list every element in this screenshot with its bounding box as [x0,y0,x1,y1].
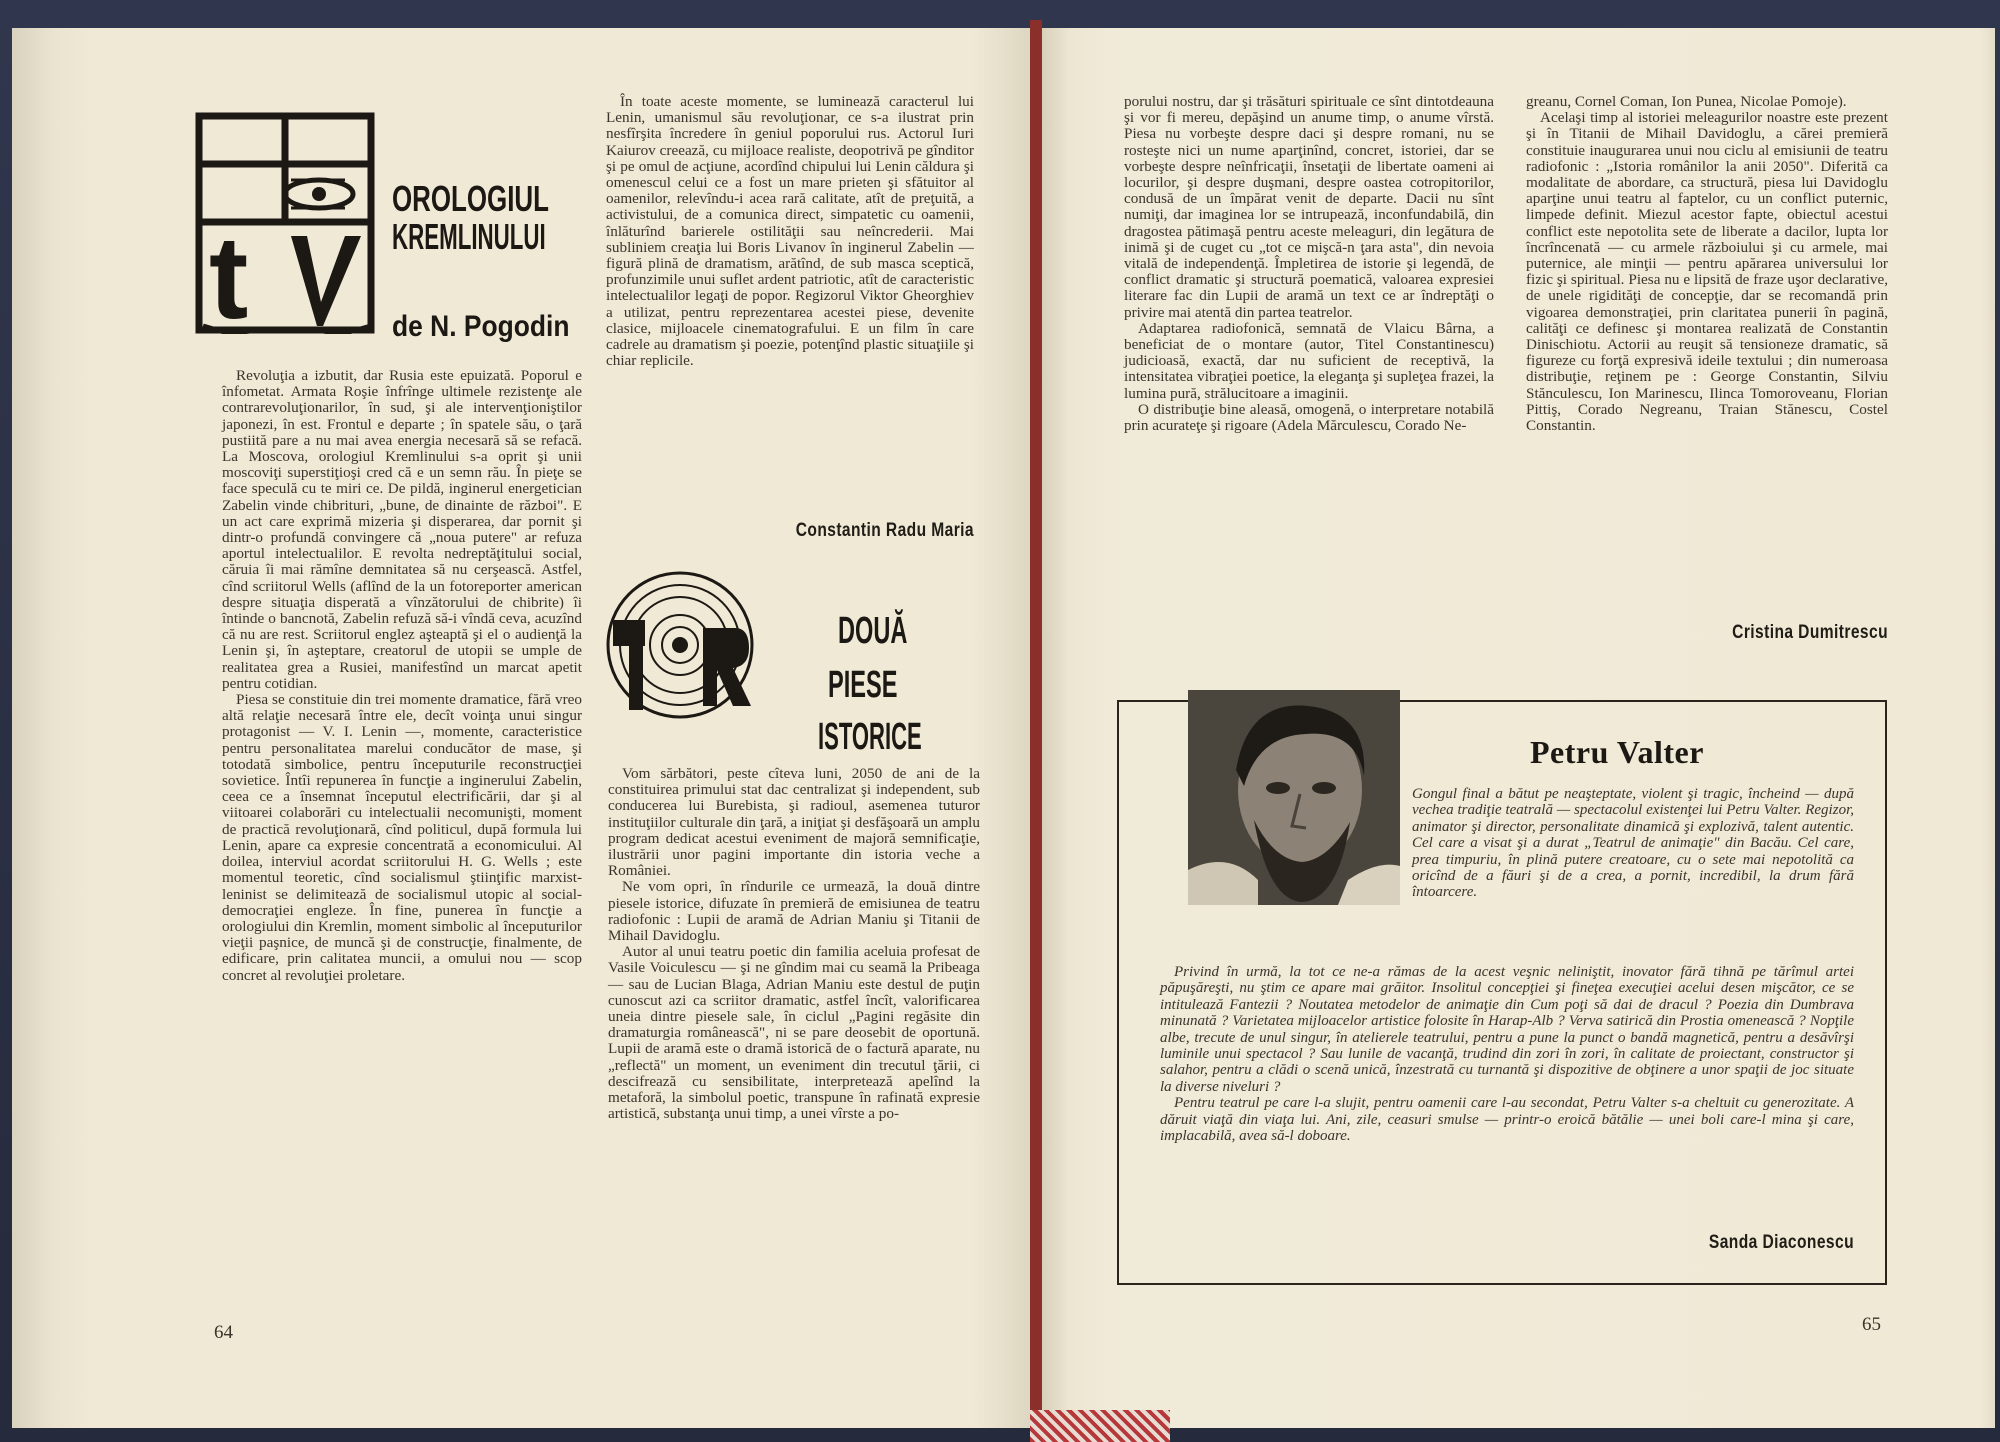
article2-paragraph: Acelaşi timp al istoriei meleagurilor noastre este prezent şi în Titanii de Mihail Davidoglu, a cărei premieră constituie inaugurarea unui nou ciclu al emisiunii de teatru radiofonic : „Istoria românilor la anii 2050". Diferită ca modalitate de abordare, ca structură, piesa lui Davidoglu aparţine unui teatru al faptelor, cu un conflict puternic, limpede definit. Miezul acestor fapte, obiectul acestui conflict este nepotolita sete de liberate a dacilor, lupta lor încrîncenată — cu armele războiului şi cu armele, mai puternice, ale minţii — pentru apărarea universului lor fizic şi spiritual. Piesa nu e lipsită de fraze uşor declarative, de unele rigidităţi de concepţie, dar se recomandă prin vigoarea demonstraţiei, prin claritatea punerii în pagină, calităţi ce definesc şi montarea realizată de Constantin Dinischiotu. Actorii au reuşit să tensioneze dramatic, să figureze cu forţă expresivă ideile textului ; din numeroasa distribuţie, reţinem pe : George Constantin, Silviu Stănculescu, Ion Marinescu, Ilinca Tomoroveanu, Florian Pittiş, Corado Negreanu, Traian Stănescu, Costel Constantin. [1526,109,1888,435]
article1-paragraph: În toate aceste momente, se luminează caracterul lui Lenin, umanismul său revoluţionar, ce s-a ilustrat prin nesfîrşita încredere în geniul poporului rus. Actorul Iuri Kaiurov creează, cu mijloace realiste, deopotrivă pe gînditor şi pe omul de acţiune, acordînd chipului lui Lenin căldura şi omenescul celui ce a fost un mare prieten şi sfătuitor al oamenilor, relevîndu-i acea rară calitate, atît de preţuită, a activistului, de a comunica direct, simpatetic cu oamenii, înlăturînd barierele ostilităţii sau neîncrederii. Mai subliniem creaţia lui Boris Livanov în inginerul Zabelin — figură plină de dramatism, arătînd, de sub masca sceptică, profunzimile unui suflet ardent patriotic, atît de caracteristic intelectualilor legaţi de popor. Regizorul Viktor Gheorghiev a utilizat, pentru reprezentarea acestei piese, devenite clasice, mijloacele cinematografului. E un film în care cadrele au dramatism şi poezie, potenţînd plastic situaţiile şi chiar replicile. [606,93,974,370]
portrait-photo [1188,690,1400,905]
article2-title-line3: ISTORICE [818,716,922,758]
bookmark-ribbon [1030,1410,1170,1442]
obituary-paragraph: Pentru teatrul pe care l-a slujit, pentru oamenii care l-au secondat, Petru Valter s-a cheltuit cu generozitate. A dăruit viaţă din viaţa lui. Ani, zile, ceasuri smulse — printr-o eroică bătălie — unei boli care-l mina şi care, implacabilă, avea să-l doboare. [1160,1095,1854,1145]
article2-byline: Cristina Dumitrescu [1732,622,1888,643]
article2-continued-column2 [1526,94,1888,434]
article2-paragraph: Vom sărbători, peste cîteva luni, 2050 de ani de la constituirea primului stat dac centralizat şi independent, sub conducerea lui Burebista, şi radioul, asemenea tuturor instituţiilor culturale din ţară, a iniţiat şi desfăşoară un amplu program dedicat acestui eveniment de majoră semnificaţie, ilustrării unor pagini importante din istoria veche a României. [608,765,980,880]
article1-subtitle: de N. Pogodin [392,310,570,343]
article2-paragraph: greanu, Cornel Coman, Ion Punea, Nicolae Pomoje). [1526,93,1847,110]
obituary-byline: Sanda Diaconescu [1708,1232,1854,1253]
article2-column [608,766,980,1122]
article2-title-line2: PIESE [828,664,898,706]
article2-paragraph: Adaptarea radiofonică, semnată de Vlaicu Bârna, a beneficiat de o montare (autor, Titel Constantinescu) judicioasă, exactă, dar nu suficient de receptivă, la intensitatea vibraţiei poetice, la eleganţa şi supleţea frazei, la lumina pură, strălucitoare a imaginii. [1124,319,1494,402]
article2-paragraph: Autor al unui teatru poetic din familia aceluia profesat de Vasile Voiculescu — şi ne gîndim mai cu seamă la Pribeagа — sau de Lucian Blaga, Adrian Maniu este destul de puţin cunoscut azi ca scriitor dramatic, astfel încît, valorificarea uneia dintre piesele sale, în ciclul „Pagini regăsite din dramaturgia românească", ni se pare deosebit de oportună. Lupii de aramă este o dramă istorică de o factură aparate, nu „reflectă" un moment, un eveniment din trecutul ţării, ci descifrează cu sensibilitate, interpretează apelînd la metaforă, la simbolul poetic, transpune în rafinată expresie artistică, substanţa unui timp, a unei vîrste a po- [608,943,980,1123]
article1-column1 [222,368,582,984]
article1-column2 [606,94,974,369]
obituary-title: Petru Valter [1530,734,1704,770]
article2-paragraph: porului nostru, dar şi trăsături spirituale ce sînt dintotdeauna şi vor fi mereu, depăşind un anume timp, o anume vîrstă. Piesa nu vorbeşte despre daci şi despre romani, nu se rosteşte nici un nume aparţinînd, concret, istoriei, dar se vorbeşte despre neînfricaţii, însetaţii de libertate oameni ai locurilor, şi despre duşmani, despre oastea cotropitorilor, condusă de un împărat venit de departe. Dacii nu sînt numiţi, dar imaginea lor se intrupează, inconfundabilă, din dragostea pătimaşă pentru aceste meleaguri, din legătura de inimă şi de cuget cu „tot ce mişcă-n ţara asta", din nevoia vitală de independenţă. Împletirea de istorie şi legendă, de conflict dramatic şi structură poematică, valoarea expresiei literare fac din Lupii de aramă un text ce ar îndreptăţi o privire mai atentă din partea teatrelor. [1124,93,1494,321]
obituary-body [1160,964,1854,1144]
obituary-paragraph: Privind în urmă, la tot ce ne-a rămas de la acest veşnic neliniştit, inovator fără tihnă pe tărîmul artei păpuşăreşti, nu ştim ce apare mai grăitor. Insolitul concepţiei şi fineţea execuţiei acelui desen mişcător, ce se intitulează Fantezii ? Noutatea metodelor de animaţie din Cum poţi să dai de dracul ? Poezia din Dumbrava minunată ? Varietatea mijloacelor artistice folosite în Harap-Alb ? Verva satirică din Prostia omenească ? Nopţile albe, trecute de unul singur, în atelierele teatrului, pentru a pune la punct o bandă magnetică, pentru a desăvîrşi luminile unui spectacol ? Sau lunile de vacanţă, trudind din zori în zori, în calitate de proiectant, constructor şi salahor, pentru a clădi o scenă unică, înzestrată cu turnantă şi dispozitive de obţinere a unor spaţii de joc situate la diverse niveluri ? [1160,964,1854,1095]
article1-title-line2: KREMLINULUI [392,216,546,257]
tr-spiral-logo-icon [603,568,758,723]
article1-paragraph: Revoluţia a izbutit, dar Rusia este epuizată. Poporul e înfometat. Armata Roşie înfrînge ultimele rezistenţe ale contrarevoluţionarilor, în sud, şi ale intervenţioniştilor japonezi, în est. Frontul e departe ; în spatele său, o ţară pustiită pare a nu mai avea energia necesară să se refacă. La Moscova, orologiul Kremlinului s-a oprit şi unii moscoviţi superstiţioşi cred că e un semn rău. În pieţe se face speculă cu te miri ce. De pildă, inginerul energetician Zabelin vinde chibrituri, „bune, de dinainte de război". E un act care exprimă mizeria şi disperarea, dar pornit şi dintr-o profundă convingere că „noua putere" ar refuza aportul intelectualilor. E revolta nedreptăţitului social, căruia îi mai rămîne demnitatea să nu cerşească. Astfel, cînd scriitorul Wells (aflînd de la un fotoreporter american despre situaţia disperată a vînzătorului de chibrite) îi întinde o bancnotă, Zabelin refuză să-i vîndă ceva, acuzînd că nu are rest. Scriitorul englez aşteaptă şi el o audienţă la Lenin şi, în aşteptare, creatorul de utopii se umple de realitatea grea a Rusiei, manifestînd un marcat apetit pentru cotidian. [222,367,582,692]
tv-logo-icon [195,112,375,334]
article2-paragraph: O distribuţie bine aleasă, omogenă, o interpretare notabilă prin acurateţe şi rigoare (Adela Mărculescu, Corado Ne- [1124,400,1494,435]
binding-spine [1030,20,1042,1442]
article1-paragraph: Piesa se constituie din trei momente dramatice, fără vreo altă relaţie necesară între ele, decît voinţa unui singur protagonist — V. I. Lenin —, momente, caracteristice pentru personalitatea marelui conducător de mase, şi totodată simbolice, pentru începuturile reconstrucţiei sovietice. Întîi repunerea în funcţie a inginerului Zabelin, ceea ce a însemnat începutul electrificării, dar şi al viitoarei colaborări cu intelectualii necomunişti, moment de practică revoluţionară, cînd politicul, după formula lui Lenin, apare ca expresie concentrată a economicului. Al doilea, interviul acordat scriitorului H. G. Wells ; este momentul teoretic, cînd socialismul ştiinţific marxist-leninist se delimitează de socialismul utopic al social-democraţiei engleze. În fine, punerea în funcţie a orologiului din Kremlin, moment simbolic al începuturilor vieţii paşnice, de muncă şi de construcţie, finalmente, de edificare, prin calitatea muncii, a omului nou — scop concret al revoluţiei proletare. [222,691,582,984]
left-page-number: 64 [214,1322,233,1343]
article1-title-line1: OROLOGIUL [392,178,549,219]
article1-byline: Constantin Radu Maria [795,520,974,541]
article2-title-line1: DOUĂ [838,610,908,652]
obituary-lead: Gongul final a bătut pe neaşteptate, violent şi tragic, încheind — după vechea tradiţie teatrală — spectacolul existenţei lui Petru Valter. Regizor, animator şi director, personalitate dinamică şi explozivă, talent autentic. Cel care a visat şi a durat „Teatrul de animaţie" din Bacău. Cel care, prea timpuriu, în plină putere creatoare, cu o sete mai nepotolită ca oricînd de a făuri şi de a crea, a pornit, incredibil, la drum fără întoarcere. [1412,786,1854,901]
svg-text:t: t [209,212,249,334]
article2-paragraph: Ne vom opri, în rîndurile ce urmează, la două dintre piesele istorice, difuzate în premieră de emisiunea de teatru radiofonic : Lupii de aramă de Adrian Maniu şi Titanii de Mihail Davidoglu. [608,878,980,945]
right-page-number: 65 [1862,1314,1881,1335]
article2-continued-column1 [1124,94,1494,434]
